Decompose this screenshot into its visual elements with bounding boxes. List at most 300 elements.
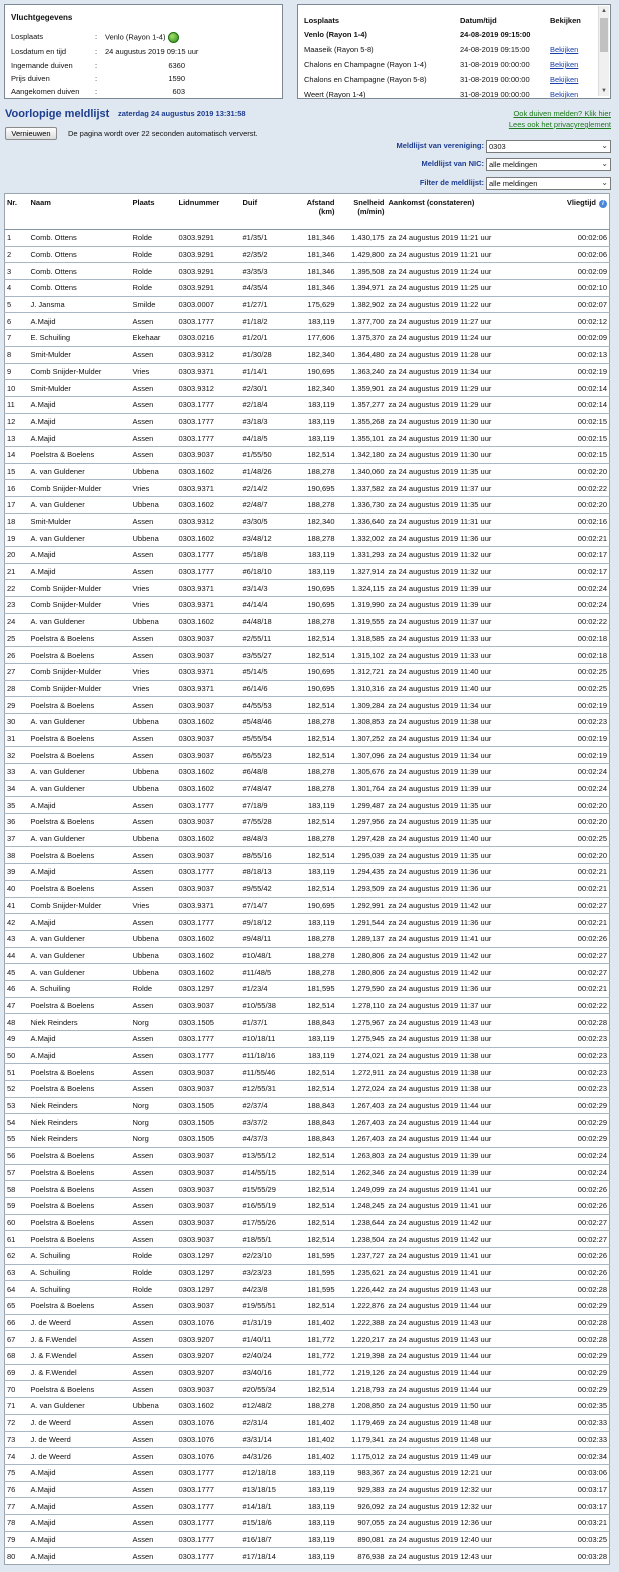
cell-bird: #3/30/5 xyxy=(241,513,293,530)
cell-distance: 181,595 xyxy=(293,980,337,997)
cell-speed: 1.220,217 xyxy=(337,1331,387,1348)
cell-speed: 1.238,644 xyxy=(337,1214,387,1231)
cell-arrival: za 24 augustus 2019 11:38 uur xyxy=(387,1047,539,1064)
cell-arrival: za 24 augustus 2019 11:28 uur xyxy=(387,346,539,363)
cell-distance: 182,514 xyxy=(293,1298,337,1315)
cell-member: 0303.9037 xyxy=(177,1298,241,1315)
cell-speed: 1.336,640 xyxy=(337,513,387,530)
cell-arrival: za 24 augustus 2019 11:43 uur xyxy=(387,1314,539,1331)
cell-arrival: za 24 augustus 2019 11:41 uur xyxy=(387,1264,539,1281)
cell-distance: 183,119 xyxy=(293,1498,337,1515)
cell-name: E. Schuiling xyxy=(29,330,131,347)
table-row xyxy=(5,446,610,463)
col-header-arrival: Aankomst (constateren) xyxy=(387,194,539,230)
flight-value-arrived: 603 xyxy=(172,87,185,96)
table-row xyxy=(5,430,610,447)
release-place: Maaseik (Rayon 5-8) xyxy=(304,45,374,54)
cell-arrival: za 24 augustus 2019 11:40 uur xyxy=(387,663,539,680)
cell-bird: #12/18/18 xyxy=(241,1464,293,1481)
cell-flighttime: 00:02:28 xyxy=(539,1014,610,1031)
cell-distance: 188,278 xyxy=(293,964,337,981)
cell-member: 0303.9371 xyxy=(177,663,241,680)
table-row xyxy=(5,1181,610,1198)
table-row xyxy=(5,1448,610,1465)
col-header-distance: Afstand (km) xyxy=(293,194,337,230)
cell-member: 0303.1505 xyxy=(177,1131,241,1148)
cell-speed: 929,383 xyxy=(337,1481,387,1498)
cell-arrival: za 24 augustus 2019 11:25 uur xyxy=(387,280,539,297)
cell-place: Ubbena xyxy=(131,780,177,797)
release-list-panel[interactable] xyxy=(297,4,611,99)
cell-name: J. & F.Wendel xyxy=(29,1331,131,1348)
cell-member: 0303.1777 xyxy=(177,1464,241,1481)
table-row xyxy=(5,1481,610,1498)
cell-arrival: za 24 augustus 2019 11:36 uur xyxy=(387,880,539,897)
cell-speed: 1.219,398 xyxy=(337,1348,387,1365)
cell-distance: 188,278 xyxy=(293,613,337,630)
table-row xyxy=(5,980,610,997)
cell-place: Assen xyxy=(131,563,177,580)
scroll-down-icon[interactable]: ▼ xyxy=(601,88,607,94)
cell-distance: 182,514 xyxy=(293,1381,337,1398)
cell-flighttime: 00:02:22 xyxy=(539,480,610,497)
cell-nr: 9 xyxy=(5,363,29,380)
cell-speed: 1.218,793 xyxy=(337,1381,387,1398)
cell-member: 0303.9312 xyxy=(177,346,241,363)
cell-bird: #2/40/24 xyxy=(241,1348,293,1365)
table-row xyxy=(5,613,610,630)
cell-bird: #4/31/26 xyxy=(241,1448,293,1465)
col-header-flighttime: Vliegtijd i xyxy=(539,194,610,230)
cell-bird: #3/31/14 xyxy=(241,1431,293,1448)
cell-flighttime: 00:02:14 xyxy=(539,396,610,413)
cell-bird: #19/55/51 xyxy=(241,1298,293,1315)
cell-member: 0303.9037 xyxy=(177,1197,241,1214)
club-select[interactable]: 0303 ⌄ xyxy=(486,140,611,153)
nic-filter-label: Meldlijst van NIC: xyxy=(421,159,484,168)
cell-speed: 1.324,115 xyxy=(337,580,387,597)
cell-arrival: za 24 augustus 2019 11:39 uur xyxy=(387,1147,539,1164)
cell-distance: 183,119 xyxy=(293,1464,337,1481)
cell-member: 0303.0007 xyxy=(177,296,241,313)
release-view-link[interactable]: Bekijken xyxy=(550,45,579,54)
cell-member: 0303.1297 xyxy=(177,1281,241,1298)
cell-flighttime: 00:02:34 xyxy=(539,1448,610,1465)
cell-nr: 67 xyxy=(5,1331,29,1348)
cell-speed: 1.319,990 xyxy=(337,597,387,614)
cell-flighttime: 00:02:26 xyxy=(539,1181,610,1198)
cell-distance: 175,629 xyxy=(293,296,337,313)
cell-distance: 188,278 xyxy=(293,463,337,480)
cell-speed: 1.327,914 xyxy=(337,563,387,580)
page-subtitle: zaterdag 24 augustus 2019 13:31:58 xyxy=(118,109,246,118)
table-row xyxy=(5,1381,610,1398)
cell-speed: 1.340,060 xyxy=(337,463,387,480)
cell-distance: 182,514 xyxy=(293,647,337,664)
cell-speed: 1.301,764 xyxy=(337,780,387,797)
cell-bird: #2/30/1 xyxy=(241,380,293,397)
cell-arrival: za 24 augustus 2019 11:40 uur xyxy=(387,680,539,697)
cell-nr: 37 xyxy=(5,830,29,847)
cell-name: Poelstra & Boelens xyxy=(29,880,131,897)
cell-flighttime: 00:02:29 xyxy=(539,1298,610,1315)
cell-member: 0303.0216 xyxy=(177,330,241,347)
cell-distance: 183,119 xyxy=(293,396,337,413)
cell-name: Poelstra & Boelens xyxy=(29,997,131,1014)
cell-distance: 188,278 xyxy=(293,780,337,797)
cell-distance: 183,119 xyxy=(293,413,337,430)
cell-place: Assen xyxy=(131,1481,177,1498)
cell-name: J. Jansma xyxy=(29,296,131,313)
cell-arrival: za 24 augustus 2019 11:34 uur xyxy=(387,747,539,764)
info-icon[interactable]: i xyxy=(599,200,607,208)
cell-arrival: za 24 augustus 2019 11:35 uur xyxy=(387,797,539,814)
cell-place: Assen xyxy=(131,914,177,931)
cell-nr: 26 xyxy=(5,647,29,664)
cell-bird: #10/18/11 xyxy=(241,1031,293,1048)
table-row xyxy=(5,964,610,981)
cell-nr: 35 xyxy=(5,797,29,814)
table-row xyxy=(5,1197,610,1214)
cell-bird: #1/30/28 xyxy=(241,346,293,363)
table-row xyxy=(5,1314,610,1331)
cell-flighttime: 00:02:19 xyxy=(539,697,610,714)
weather-go-icon[interactable] xyxy=(168,32,179,43)
cell-arrival: za 24 augustus 2019 11:39 uur xyxy=(387,580,539,597)
cell-speed: 1.342,180 xyxy=(337,446,387,463)
release-view-link[interactable]: Bekijken xyxy=(550,60,579,69)
cell-distance: 182,514 xyxy=(293,446,337,463)
cell-member: 0303.1076 xyxy=(177,1414,241,1431)
cell-arrival: za 24 augustus 2019 11:32 uur xyxy=(387,563,539,580)
cell-place: Assen xyxy=(131,1331,177,1348)
cell-distance: 190,695 xyxy=(293,597,337,614)
cell-member: 0303.9037 xyxy=(177,814,241,831)
cell-speed: 1.394,971 xyxy=(337,280,387,297)
cell-place: Norg xyxy=(131,1131,177,1148)
cell-speed: 1.262,346 xyxy=(337,1164,387,1181)
cell-name: J. de Weerd xyxy=(29,1414,131,1431)
table-row xyxy=(5,1298,610,1315)
cell-nr: 23 xyxy=(5,597,29,614)
page-title: Voorlopige meldlijst xyxy=(5,108,110,120)
cell-flighttime: 00:02:26 xyxy=(539,1264,610,1281)
release-row xyxy=(304,57,595,72)
table-row xyxy=(5,880,610,897)
cell-member: 0303.1602 xyxy=(177,463,241,480)
cell-bird: #15/55/29 xyxy=(241,1181,293,1198)
cell-place: Assen xyxy=(131,1364,177,1381)
cell-bird: #4/14/4 xyxy=(241,597,293,614)
cell-member: 0303.9037 xyxy=(177,1147,241,1164)
cell-nr: 32 xyxy=(5,747,29,764)
cell-member: 0303.9037 xyxy=(177,647,241,664)
cell-member: 0303.1777 xyxy=(177,563,241,580)
cell-name: A. van Guldener xyxy=(29,463,131,480)
cell-arrival: za 24 augustus 2019 11:36 uur xyxy=(387,864,539,881)
cell-distance: 188,278 xyxy=(293,713,337,730)
cell-speed: 1.309,284 xyxy=(337,697,387,714)
table-row xyxy=(5,1114,610,1131)
cell-flighttime: 00:02:07 xyxy=(539,296,610,313)
cell-nr: 6 xyxy=(5,313,29,330)
cell-bird: #1/37/1 xyxy=(241,1014,293,1031)
cell-member: 0303.1777 xyxy=(177,413,241,430)
cell-name: Poelstra & Boelens xyxy=(29,1231,131,1248)
cell-place: Assen xyxy=(131,730,177,747)
cell-arrival: za 24 augustus 2019 11:36 uur xyxy=(387,980,539,997)
release-header-place: Losplaats xyxy=(304,15,340,25)
cell-arrival: za 24 augustus 2019 11:48 uur xyxy=(387,1431,539,1448)
flight-label: Aangekomen duiven xyxy=(11,87,80,96)
cell-arrival: za 24 augustus 2019 11:30 uur xyxy=(387,413,539,430)
cell-bird: #7/18/9 xyxy=(241,797,293,814)
cell-speed: 1.363,240 xyxy=(337,363,387,380)
cell-speed: 1.332,002 xyxy=(337,530,387,547)
table-row xyxy=(5,1498,610,1515)
cell-speed: 1.294,435 xyxy=(337,864,387,881)
cell-speed: 1.319,555 xyxy=(337,613,387,630)
scroll-up-icon[interactable]: ▲ xyxy=(601,8,607,14)
table-row xyxy=(5,747,610,764)
cell-place: Assen xyxy=(131,1464,177,1481)
table-row xyxy=(5,246,610,263)
cell-bird: #9/55/42 xyxy=(241,880,293,897)
cell-distance: 188,843 xyxy=(293,1114,337,1131)
cell-arrival: za 24 augustus 2019 11:36 uur xyxy=(387,530,539,547)
cell-flighttime: 00:02:15 xyxy=(539,413,610,430)
table-row xyxy=(5,1331,610,1348)
table-row xyxy=(5,1514,610,1531)
cell-member: 0303.1297 xyxy=(177,1264,241,1281)
cell-distance: 181,346 xyxy=(293,246,337,263)
cell-nr: 42 xyxy=(5,914,29,931)
table-row xyxy=(5,1264,610,1281)
cell-flighttime: 00:02:19 xyxy=(539,747,610,764)
table-row xyxy=(5,547,610,564)
cell-flighttime: 00:02:23 xyxy=(539,1081,610,1098)
cell-place: Assen xyxy=(131,380,177,397)
cell-place: Assen xyxy=(131,413,177,430)
cell-arrival: za 24 augustus 2019 11:39 uur xyxy=(387,780,539,797)
club-filter-label: Meldlijst van vereniging: xyxy=(396,141,484,150)
cell-place: Smilde xyxy=(131,296,177,313)
table-row xyxy=(5,296,610,313)
cell-arrival: za 24 augustus 2019 11:29 uur xyxy=(387,396,539,413)
release-place: Venlo (Rayon 1-4) xyxy=(304,30,367,39)
cell-distance: 177,606 xyxy=(293,330,337,347)
results-table xyxy=(4,193,610,1565)
cell-bird: #1/14/1 xyxy=(241,363,293,380)
cell-member: 0303.1297 xyxy=(177,980,241,997)
cell-nr: 69 xyxy=(5,1364,29,1381)
cell-name: Poelstra & Boelens xyxy=(29,847,131,864)
cell-member: 0303.9037 xyxy=(177,1081,241,1098)
cell-place: Assen xyxy=(131,1231,177,1248)
cell-arrival: za 24 augustus 2019 11:38 uur xyxy=(387,713,539,730)
cell-flighttime: 00:02:12 xyxy=(539,313,610,330)
cell-nr: 55 xyxy=(5,1131,29,1148)
cell-name: J. & F.Wendel xyxy=(29,1348,131,1365)
release-place: Weert (Rayon 1-4) xyxy=(304,90,366,99)
cell-distance: 190,695 xyxy=(293,663,337,680)
refresh-button[interactable]: Vernieuwen xyxy=(5,127,57,140)
cell-arrival: za 24 augustus 2019 11:35 uur xyxy=(387,497,539,514)
col-header-bird: Duif xyxy=(241,194,293,230)
cell-member: 0303.9037 xyxy=(177,630,241,647)
cell-name: Poelstra & Boelens xyxy=(29,1298,131,1315)
cell-bird: #4/37/3 xyxy=(241,1131,293,1148)
cell-bird: #11/55/46 xyxy=(241,1064,293,1081)
cell-nr: 80 xyxy=(5,1548,29,1565)
cell-place: Assen xyxy=(131,547,177,564)
cell-nr: 25 xyxy=(5,630,29,647)
cell-bird: #1/55/50 xyxy=(241,446,293,463)
cell-member: 0303.9291 xyxy=(177,230,241,247)
nic-select[interactable]: alle meldingen ⌄ xyxy=(486,158,611,171)
cell-nr: 79 xyxy=(5,1531,29,1548)
cell-place: Assen xyxy=(131,880,177,897)
table-row xyxy=(5,1097,610,1114)
cell-bird: #3/40/16 xyxy=(241,1364,293,1381)
cell-member: 0303.1602 xyxy=(177,830,241,847)
cell-name: J. de Weerd xyxy=(29,1431,131,1448)
table-row xyxy=(5,797,610,814)
cell-name: Poelstra & Boelens xyxy=(29,1381,131,1398)
cell-speed: 1.278,110 xyxy=(337,997,387,1014)
cell-name: Poelstra & Boelens xyxy=(29,1197,131,1214)
cell-nr: 38 xyxy=(5,847,29,864)
cell-arrival: za 24 augustus 2019 11:21 uur xyxy=(387,246,539,263)
cell-nr: 44 xyxy=(5,947,29,964)
cell-member: 0303.1777 xyxy=(177,313,241,330)
cell-arrival: za 24 augustus 2019 11:48 uur xyxy=(387,1414,539,1431)
table-row xyxy=(5,1464,610,1481)
release-datetime: 24-08-2019 09:15:00 xyxy=(460,45,530,54)
cell-flighttime: 00:03:21 xyxy=(539,1514,610,1531)
cell-bird: #1/20/1 xyxy=(241,330,293,347)
cell-place: Assen xyxy=(131,1448,177,1465)
cell-flighttime: 00:02:06 xyxy=(539,230,610,247)
cell-nr: 11 xyxy=(5,396,29,413)
cell-speed: 1.308,853 xyxy=(337,713,387,730)
table-row xyxy=(5,597,610,614)
release-datetime: 31-08-2019 00:00:00 xyxy=(460,90,530,99)
cell-nr: 8 xyxy=(5,346,29,363)
cell-speed: 890,081 xyxy=(337,1531,387,1548)
cell-flighttime: 00:02:26 xyxy=(539,1197,610,1214)
cell-bird: #18/55/1 xyxy=(241,1231,293,1248)
table-row xyxy=(5,580,610,597)
cell-nr: 13 xyxy=(5,430,29,447)
cell-bird: #5/55/54 xyxy=(241,730,293,747)
cell-flighttime: 00:02:25 xyxy=(539,663,610,680)
cell-member: 0303.9037 xyxy=(177,880,241,897)
cell-distance: 183,119 xyxy=(293,1481,337,1498)
cell-speed: 1.248,245 xyxy=(337,1197,387,1214)
refresh-note: De pagina wordt over 22 seconden automatisch ververst. xyxy=(68,129,258,138)
cell-speed: 1.267,403 xyxy=(337,1114,387,1131)
cell-place: Assen xyxy=(131,1298,177,1315)
cell-bird: #12/48/2 xyxy=(241,1398,293,1415)
cell-bird: #14/18/1 xyxy=(241,1498,293,1515)
cell-member: 0303.1602 xyxy=(177,497,241,514)
cell-speed: 1.295,039 xyxy=(337,847,387,864)
cell-member: 0303.9037 xyxy=(177,997,241,1014)
cell-flighttime: 00:02:20 xyxy=(539,797,610,814)
cell-place: Assen xyxy=(131,797,177,814)
cell-flighttime: 00:02:33 xyxy=(539,1414,610,1431)
cell-flighttime: 00:02:06 xyxy=(539,246,610,263)
cell-speed: 1.429,800 xyxy=(337,246,387,263)
cell-place: Assen xyxy=(131,513,177,530)
cell-name: A.Majid xyxy=(29,1047,131,1064)
table-row xyxy=(5,780,610,797)
cell-bird: #1/23/4 xyxy=(241,980,293,997)
cell-distance: 190,695 xyxy=(293,897,337,914)
cell-name: A. van Guldener xyxy=(29,1398,131,1415)
report-birds-link[interactable]: Ook duiven melden? Klik hier xyxy=(513,109,611,118)
cell-member: 0303.9207 xyxy=(177,1331,241,1348)
list-filter-select[interactable]: alle meldingen ⌄ xyxy=(486,177,611,190)
cell-speed: 1.305,676 xyxy=(337,764,387,781)
cell-nr: 64 xyxy=(5,1281,29,1298)
cell-flighttime: 00:02:24 xyxy=(539,1147,610,1164)
cell-place: Ubbena xyxy=(131,930,177,947)
cell-speed: 1.235,621 xyxy=(337,1264,387,1281)
cell-flighttime: 00:02:20 xyxy=(539,463,610,480)
cell-nr: 52 xyxy=(5,1081,29,1098)
cell-bird: #17/18/14 xyxy=(241,1548,293,1565)
table-row xyxy=(5,463,610,480)
cell-speed: 1.430,175 xyxy=(337,230,387,247)
cell-member: 0303.1602 xyxy=(177,780,241,797)
cell-speed: 1.280,806 xyxy=(337,964,387,981)
cell-bird: #4/35/4 xyxy=(241,280,293,297)
cell-name: J. de Weerd xyxy=(29,1314,131,1331)
cell-nr: 51 xyxy=(5,1064,29,1081)
cell-nr: 63 xyxy=(5,1264,29,1281)
cell-flighttime: 00:02:20 xyxy=(539,814,610,831)
cell-nr: 45 xyxy=(5,964,29,981)
scroll-thumb[interactable] xyxy=(600,18,608,52)
cell-arrival: za 24 augustus 2019 12:32 uur xyxy=(387,1481,539,1498)
cell-bird: #1/31/19 xyxy=(241,1314,293,1331)
cell-distance: 183,119 xyxy=(293,864,337,881)
flight-value-release-date: 24 augustus 2019 09:15 uur xyxy=(105,47,199,56)
cell-distance: 182,340 xyxy=(293,380,337,397)
release-view-link[interactable]: Bekijken xyxy=(550,75,579,84)
cell-bird: #5/14/5 xyxy=(241,663,293,680)
cell-place: Assen xyxy=(131,396,177,413)
cell-bird: #6/14/6 xyxy=(241,680,293,697)
cell-member: 0303.1602 xyxy=(177,947,241,964)
flight-label: Losdatum en tijd xyxy=(11,47,67,56)
cell-speed: 1.267,403 xyxy=(337,1131,387,1148)
cell-bird: #1/40/11 xyxy=(241,1331,293,1348)
chevron-down-icon: ⌄ xyxy=(601,141,608,150)
cell-arrival: za 24 augustus 2019 11:44 uur xyxy=(387,1097,539,1114)
chevron-down-icon: ⌄ xyxy=(601,178,608,187)
cell-speed: 1.336,730 xyxy=(337,497,387,514)
table-row xyxy=(5,1214,610,1231)
cell-place: Assen xyxy=(131,313,177,330)
cell-name: Poelstra & Boelens xyxy=(29,814,131,831)
release-list-scrollbar[interactable] xyxy=(598,6,609,96)
cell-flighttime: 00:02:15 xyxy=(539,446,610,463)
privacy-link[interactable]: Lees ook het privacyreglement xyxy=(508,120,611,129)
release-view-link[interactable]: Bekijken xyxy=(550,90,579,99)
